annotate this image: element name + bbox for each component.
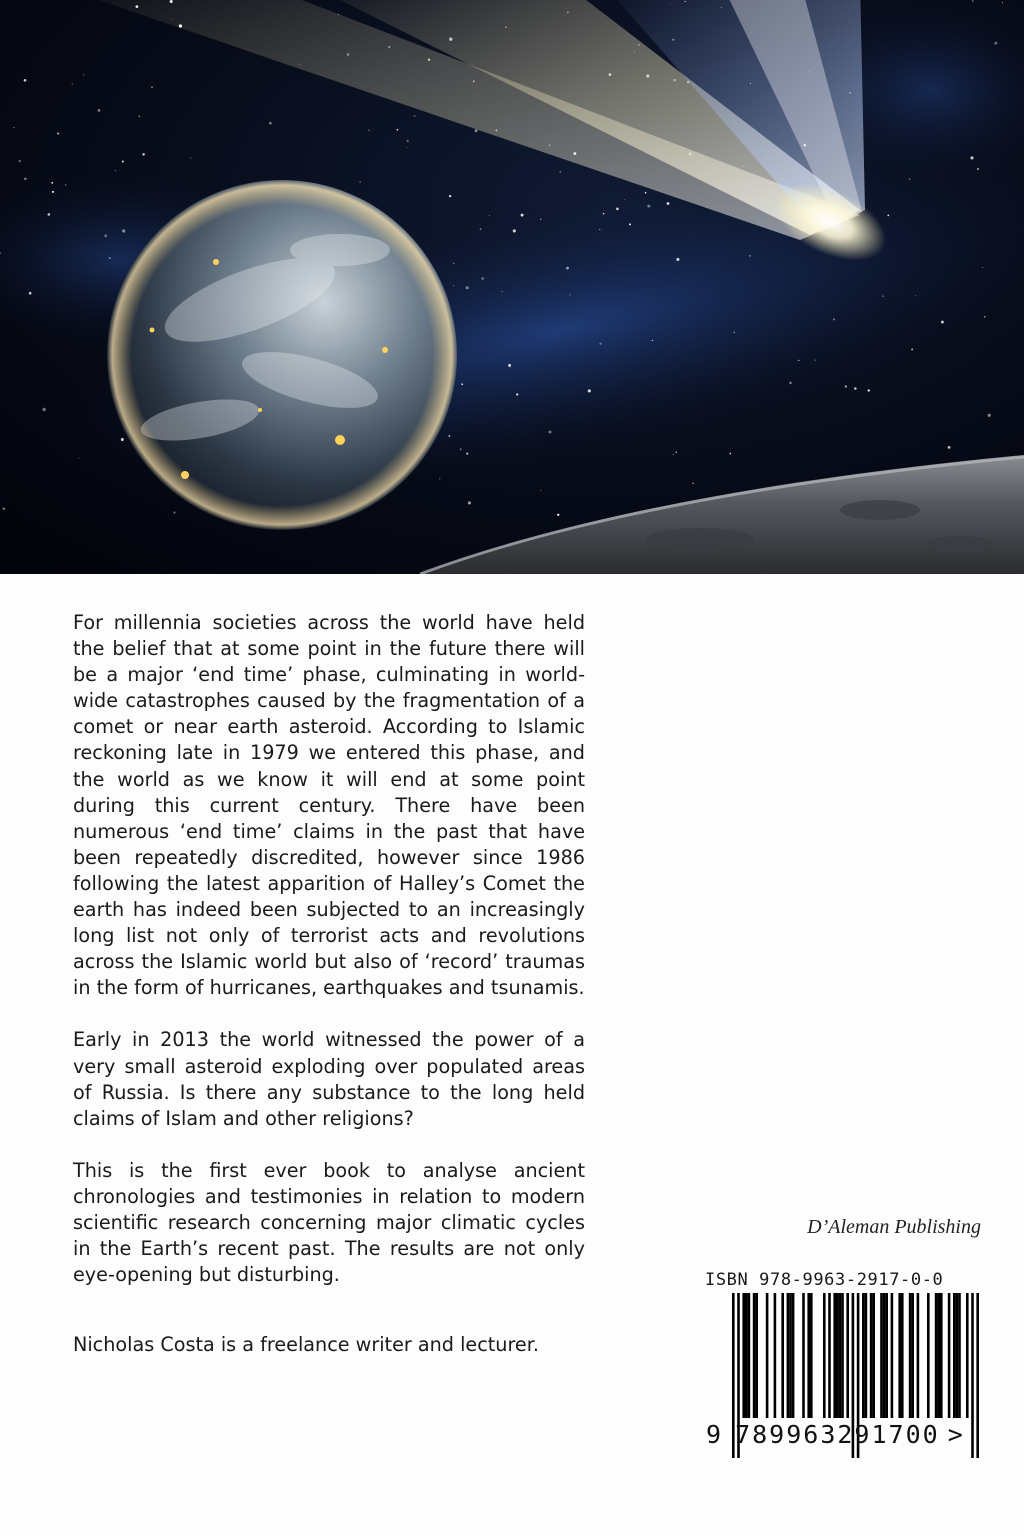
star	[624, 199, 625, 200]
barcode-bar	[802, 1293, 805, 1418]
star	[887, 215, 889, 217]
star	[733, 332, 735, 334]
star	[3, 508, 5, 510]
barcode-bar	[742, 1293, 745, 1418]
star	[941, 321, 944, 324]
star	[57, 132, 59, 134]
barcode-bar	[937, 1293, 940, 1418]
barcode-bar	[807, 1293, 810, 1418]
star	[98, 109, 101, 112]
star	[667, 202, 670, 205]
star	[414, 115, 416, 117]
barcode-bar	[789, 1293, 792, 1418]
barcode-bar	[836, 1293, 839, 1418]
star	[481, 277, 484, 280]
star	[24, 178, 26, 180]
barcode-digits	[706, 1420, 965, 1449]
star	[789, 382, 792, 385]
star	[52, 191, 54, 193]
barcode-bar	[940, 1293, 943, 1418]
star	[911, 349, 913, 351]
star	[988, 414, 991, 417]
barcode-bar	[956, 1293, 959, 1418]
star	[588, 389, 591, 392]
barcode-bar	[792, 1293, 795, 1418]
star	[439, 478, 440, 479]
star	[1002, 2, 1003, 3]
star	[652, 340, 653, 341]
barcode-bar	[958, 1293, 961, 1418]
star	[453, 263, 454, 264]
barcode-bar	[833, 1293, 836, 1418]
barcode-bar	[927, 1293, 930, 1418]
star	[43, 408, 46, 411]
star	[406, 140, 408, 142]
barcode-bar	[898, 1293, 901, 1418]
star	[122, 229, 125, 232]
star	[190, 158, 191, 159]
barcode-digit-first: 9	[706, 1420, 724, 1449]
barcode-digits-left: 789963	[735, 1420, 838, 1449]
barcode-bar	[976, 1293, 979, 1458]
barcode-bar	[935, 1293, 938, 1418]
star	[104, 234, 107, 237]
star	[502, 291, 503, 292]
star	[513, 229, 516, 232]
barcode-bar	[911, 1293, 914, 1418]
star	[972, 0, 974, 2]
barcode-bar	[810, 1293, 813, 1418]
barcode-bar	[917, 1293, 920, 1418]
star	[909, 178, 910, 179]
barcode-bar	[953, 1293, 956, 1418]
back-cover-blurb	[73, 610, 585, 1384]
star	[994, 42, 997, 45]
star	[453, 285, 454, 286]
barcode-bar	[948, 1293, 951, 1418]
star	[24, 79, 27, 82]
star	[645, 192, 647, 194]
star	[466, 286, 469, 289]
barcode-bar	[766, 1293, 769, 1418]
star	[48, 213, 51, 216]
isbn-barcode	[700, 1293, 1000, 1483]
star	[138, 115, 140, 117]
star	[29, 292, 32, 295]
star	[569, 294, 570, 295]
star	[616, 208, 619, 211]
blurb-paragraph-3: This is the first ever book to analyse ancient chronologies and testimonies in relation to modern scientific research concerning major climatic cycles in the Earth’s recent past. The results are not only eye-opening but disturbing.	[73, 1158, 585, 1287]
star	[854, 387, 857, 390]
star	[676, 258, 679, 261]
star	[65, 184, 66, 185]
star	[603, 213, 605, 215]
star	[599, 229, 600, 230]
barcode-bar	[880, 1293, 883, 1418]
star	[508, 364, 511, 367]
star	[151, 86, 153, 88]
star	[142, 153, 144, 155]
barcode-bar	[872, 1293, 875, 1418]
cover-illustration	[0, 0, 1024, 574]
barcode-bar	[839, 1293, 842, 1418]
star	[676, 452, 677, 453]
barcode-bar	[753, 1293, 756, 1418]
star	[566, 267, 569, 270]
star	[468, 501, 471, 504]
star	[174, 512, 176, 514]
barcode-bar	[823, 1293, 826, 1418]
barcode-bar	[787, 1293, 790, 1418]
star	[647, 205, 650, 208]
barcode-bar	[909, 1293, 912, 1418]
star	[729, 453, 731, 455]
barcode-bar	[966, 1293, 969, 1418]
barcode-bar	[883, 1293, 886, 1418]
star	[449, 195, 451, 197]
barcode-bar	[781, 1293, 784, 1418]
barcode-bar	[828, 1293, 831, 1418]
star	[560, 171, 561, 172]
star	[673, 454, 674, 455]
star	[629, 223, 631, 225]
barcode-bar	[774, 1293, 777, 1418]
star	[749, 255, 750, 256]
star	[19, 160, 21, 162]
blurb-paragraph-2: Early in 2013 the world witnessed the power of a very small asteroid exploding over populated areas of Russia. Is there any substance to the long held claims of Islam and other religions?	[73, 1028, 585, 1130]
star	[833, 318, 835, 320]
barcode-bar	[841, 1293, 844, 1418]
star	[460, 448, 462, 450]
star	[83, 74, 84, 75]
barcode-bar	[846, 1293, 849, 1418]
barcode-bar	[745, 1293, 748, 1418]
star	[845, 385, 847, 387]
star	[51, 182, 53, 184]
star	[448, 435, 450, 437]
star	[72, 83, 73, 84]
star	[516, 393, 518, 395]
star	[540, 490, 541, 491]
star	[982, 267, 983, 268]
star	[109, 257, 111, 259]
star	[948, 446, 951, 449]
star	[475, 129, 478, 132]
star	[121, 438, 124, 441]
barcode-digits-right: 291700	[837, 1420, 940, 1449]
star	[122, 161, 124, 163]
barcode-bar	[971, 1293, 974, 1458]
barcode-bar	[862, 1293, 865, 1418]
barcode-bar	[885, 1293, 888, 1418]
author-bio: Nicholas Costa is a freelance writer and lecturer.	[73, 1333, 539, 1357]
barcode-bar	[891, 1293, 894, 1418]
star	[360, 182, 361, 183]
star	[798, 360, 799, 361]
star	[480, 228, 482, 230]
star	[599, 343, 601, 345]
barcode-bar	[870, 1293, 873, 1418]
star	[466, 452, 468, 454]
star	[489, 215, 490, 216]
star	[984, 316, 986, 318]
star	[540, 219, 541, 220]
star	[557, 514, 559, 516]
star	[368, 130, 369, 131]
barcode-bar	[865, 1293, 868, 1418]
isbn-label: ISBN 978-9963-2917-0-0	[705, 1270, 944, 1290]
publisher-name: D’Aleman Publishing	[807, 1216, 981, 1238]
star	[915, 295, 916, 296]
star	[407, 147, 408, 148]
star	[115, 170, 116, 171]
barcode-quiet-zone-mark: >	[947, 1420, 965, 1449]
star	[549, 431, 552, 434]
star	[692, 483, 693, 484]
blurb-paragraph-1: For millennia societies across the world have held the belief that at some point in the future there will be a major ‘end time’ phase, culminating in world-wide catastrophes caused by the fragmentation of a comet or near earth asteroid. According to Islamic reckoning late in 1979 we entered this phase, and the world as we know it will end at some point during this current century. There have been numerous ‘end time’ claims in the past that have been repeatedly discredited, however since 1986 following the latest apparition of Halley’s Comet the earth has indeed been subjected to an increasingly long list not only of terrorist acts and revolutions across the Islamic world but also of ‘record’ traumas in the form of hurricanes, earthquakes and tsunamis.	[73, 611, 585, 1000]
barcode-bar	[901, 1293, 904, 1418]
star	[461, 383, 463, 385]
barcode-bar	[748, 1293, 751, 1418]
barcode-bar	[755, 1293, 758, 1418]
star	[13, 127, 14, 128]
star	[397, 129, 399, 131]
star	[970, 156, 973, 159]
star	[868, 389, 870, 391]
star	[521, 214, 524, 217]
star	[815, 360, 816, 361]
star	[882, 295, 884, 297]
star	[977, 168, 979, 170]
star	[78, 458, 79, 459]
star	[269, 122, 272, 125]
